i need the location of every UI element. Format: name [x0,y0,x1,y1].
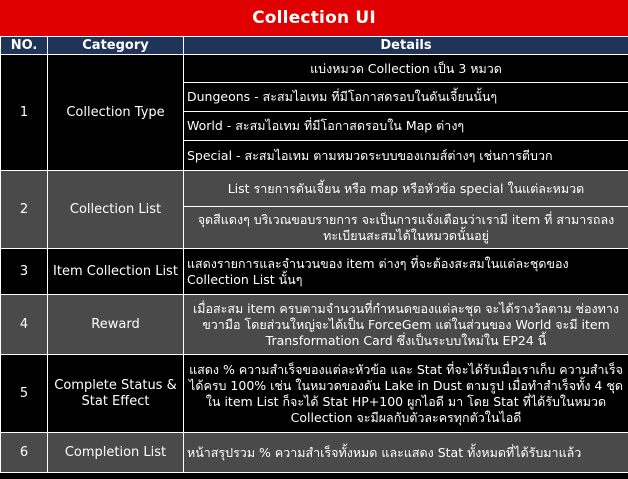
table-row-5 [1,355,628,433]
header-category: Category [48,37,184,55]
row-detail: หน้าสรุปรวม % ความสำเร็จทั้งหมด และแสดง Stat ทั้งหมดที่ได้รับมาแล้ว [184,433,628,473]
row-detail: แสดง % ความสำเร็จของแต่ละหัวข้อ และ Stat ที่จะได้รับเมื่อเราเก็บ ความสำเร็จได้ครบ 100% เช่น ในหมวดของดัน Lake in Dust ตามรูป เมื่อทำสำเร็จทั้ง 4 ชุดใน item List ก็จะได้ Stat HP+100 ผูกไอดี มา โดย Stat ที่ได้รับในหมวด Collection จะมีผลกับตัวละครทุกตัวในไอดี [184,355,628,433]
row-number: 4 [1,295,48,355]
header-no: NO. [1,37,48,55]
row-category: Item Collection List [48,249,184,295]
header-details: Details [184,37,628,55]
row-category: Complete Status & Stat Effect [48,355,184,433]
row-number: 2 [1,171,48,249]
table-row-2 [1,171,628,207]
row-detail: Special - สะสมไอเทม ตามหมวดระบบของเกมส์ต่างๆ เช่นการตีบวก [184,141,628,171]
page-title: Collection UI [0,0,628,36]
table-row-6 [1,433,628,473]
row-detail: Dungeons - สะสมไอเทม ที่มีโอกาสดรอบในดันเจี้ยนนั้นๆ [184,83,628,112]
table-row-4 [1,295,628,355]
row-category: Completion List [48,433,184,473]
table-row-1 [1,55,628,83]
header-row [1,37,628,55]
table-row-3 [1,249,628,295]
row-detail: เมื่อสะสม item ครบตามจำนวนที่กำหนดของแต่ละชุด จะได้รางวัลตาม ช่องทางขวามือ โดยส่วนใหญ่จะได้เป็น ForceGem แต่ในส่วนของ World จะมี item Transformation Card ซึ่งเป็นระบบใหม่ใน EP24 นี้ [184,295,628,355]
row-category: Collection List [48,171,184,249]
collection-ui-table [0,36,628,473]
row-detail: แสดงรายการและจำนวนของ item ต่างๆ ที่จะต้องสะสมในแต่ละชุดของ Collection List นั้นๆ [184,249,628,295]
row-number: 5 [1,355,48,433]
row-category: Reward [48,295,184,355]
row-number: 1 [1,55,48,171]
row-number: 3 [1,249,48,295]
row-detail: World - สะสมไอเทม ที่มีโอกาสดรอบใน Map ต่างๆ [184,112,628,141]
row-detail: แบ่งหมวด Collection เป็น 3 หมวด [184,55,628,83]
row-number: 6 [1,433,48,473]
row-detail: จุดสีแดงๆ บริเวณขอบรายการ จะเป็นการแจ้งเตือนว่าเรามี item ที่ สามารถลงทะเบียนสะสมได้ในหมวดนั้นอยู่ [184,207,628,249]
row-category: Collection Type [48,55,184,171]
row-detail: List รายการดันเจี้ยน หรือ map หรือหัวข้อ special ในแต่ละหมวด [184,171,628,207]
